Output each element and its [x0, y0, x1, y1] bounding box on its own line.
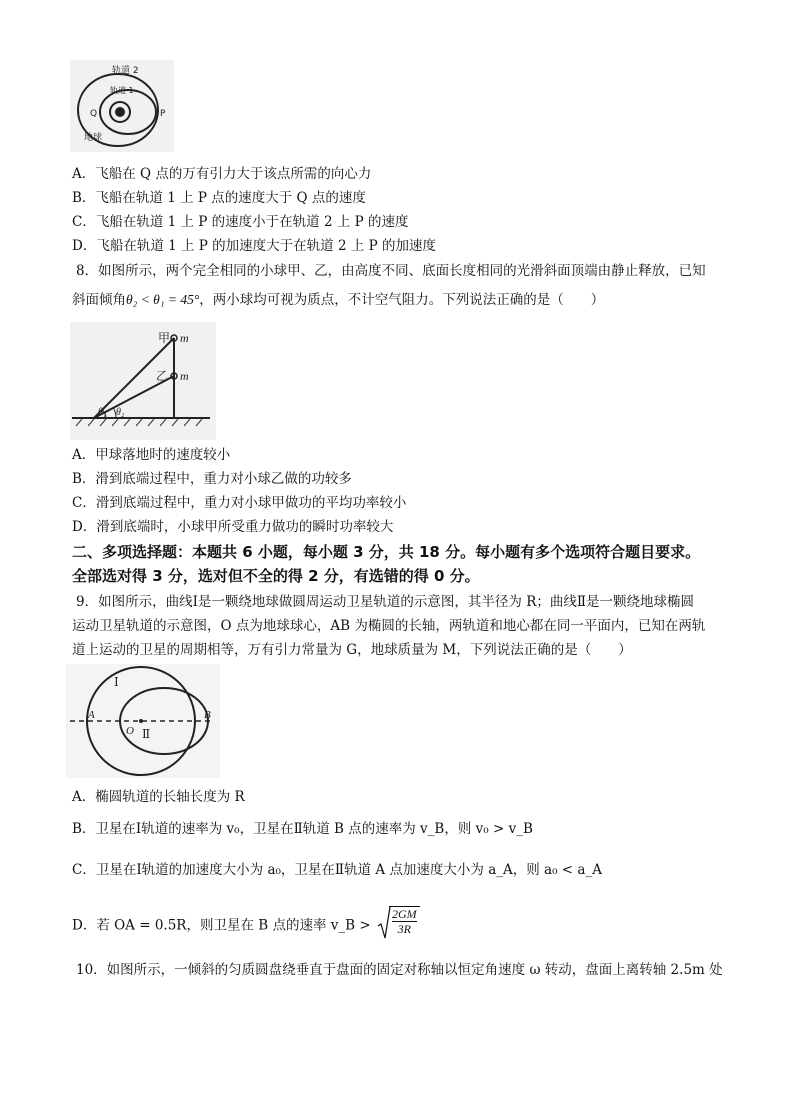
- p-label: P: [160, 109, 166, 119]
- sqrt-fraction: [389, 906, 420, 936]
- q9-stem-3: 道上运动的卫星的周期相等，万有引力常量为 G，地球质量为 M，下列说法正确的是（ ）: [72, 642, 632, 658]
- fraction-denominator: 3R: [397, 922, 411, 936]
- q9-option-a: A．椭圆轨道的长轴长度为 R: [72, 789, 245, 805]
- q8-stem-2-prefix: 斜面倾角: [72, 292, 126, 308]
- orbit-ellipse-figure: [66, 664, 220, 778]
- q10-stem-1: 10．如图所示，一倾斜的匀质圆盘绕垂直于盘面的固定对称轴以恒定角速度 ω 转动，盘面上离转轴 2.5m 处: [76, 962, 723, 978]
- sqrt-expression: [377, 906, 420, 946]
- q9-option-d-text: D．若 OA = 0.5R，则卫星在 B 点的速率 v_B >: [72, 917, 371, 934]
- q-label: Q: [90, 109, 98, 119]
- earth-label: 地球: [84, 133, 103, 143]
- label-yi: 乙: [156, 369, 169, 383]
- section-2-heading-line-2: 全部选对得 3 分，选对但不全的得 2 分，有选错的得 0 分。: [72, 567, 480, 585]
- orbit2-label: 轨道 2: [112, 66, 139, 76]
- label-A: A: [88, 709, 95, 721]
- label-orbit-II: Ⅱ: [142, 727, 151, 741]
- q9-option-c: C．卫星在Ⅰ轨道的加速度大小为 a₀，卫星在Ⅱ轨道 A 点加速度大小为 a_A，则 a₀ < a_A: [72, 862, 602, 878]
- section-2-heading-line-1: 二、多项选择题：本题共 6 小题，每小题 3 分，共 18 分。每小题有多个选项符合题目要求。: [72, 543, 701, 561]
- earth-core: [115, 107, 125, 117]
- label-jia: 甲: [158, 331, 171, 345]
- orbit1-label: 轨道 1: [110, 86, 134, 95]
- q8-option-d: D．滑到底端时，小球甲所受重力做功的瞬时功率较大: [72, 519, 394, 535]
- q8-option-b: B．滑到底端过程中，重力对小球乙做的功较多: [72, 471, 352, 487]
- q7-option-b: B．飞船在轨道 1 上 P 点的速度大于 Q 点的速度: [72, 190, 366, 206]
- label-O: O: [126, 725, 134, 737]
- label-m-yi: m: [180, 369, 189, 383]
- q7-option-c: C．飞船在轨道 1 上 P 的速度小于在轨道 2 上 P 的速度: [72, 214, 409, 230]
- q8-angle-condition: θ₂ < θ₁ = 45°: [126, 292, 200, 307]
- label-theta2: θ₂: [116, 407, 125, 418]
- q8-stem-1: 8．如图所示，两个完全相同的小球甲、乙，由高度不同、底面长度相同的光滑斜面顶端由静止释放，已知: [76, 263, 706, 279]
- label-theta1: θ₁: [98, 407, 107, 418]
- q9-stem-1: 9．如图所示，曲线Ⅰ是一颗绕地球做圆周运动卫星轨道的示意图，其半径为 R；曲线Ⅱ是一颗绕地球椭圆: [76, 594, 695, 610]
- center-o: [139, 719, 143, 723]
- q8-option-c: C．滑到底端过程中，重力对小球甲做功的平均功率较小: [72, 495, 407, 511]
- fraction-numerator: 2GM: [391, 907, 417, 921]
- q7-option-d: D．飞船在轨道 1 上 P 的加速度大于在轨道 2 上 P 的加速度: [72, 238, 436, 254]
- q8-stem-2-suffix: ，两小球均可视为质点，不计空气阻力。下列说法正确的是（ ）: [199, 292, 605, 308]
- sqrt-sign-icon: [377, 906, 391, 940]
- q9-stem-2: 运动卫星轨道的示意图，O 点为地球球心，AB 为椭圆的长轴，两轨道和地心都在同一平面内，已知在两轨: [72, 618, 706, 634]
- q9-option-d: [72, 906, 420, 946]
- q9-option-b: B．卫星在Ⅰ轨道的速率为 v₀，卫星在Ⅱ轨道 B 点的速率为 v_B，则 v₀ > v_B: [72, 821, 533, 837]
- q8-stem-2: [72, 291, 604, 309]
- label-orbit-I: Ⅰ: [114, 675, 119, 689]
- incline-figure: [70, 322, 216, 440]
- orbit-figure: [70, 60, 174, 152]
- label-m-jia: m: [180, 331, 189, 345]
- label-B: B: [204, 709, 211, 721]
- q7-option-a: A．飞船在 Q 点的万有引力大于该点所需的向心力: [72, 166, 372, 182]
- q8-option-a: A．甲球落地时的速度较小: [72, 447, 231, 463]
